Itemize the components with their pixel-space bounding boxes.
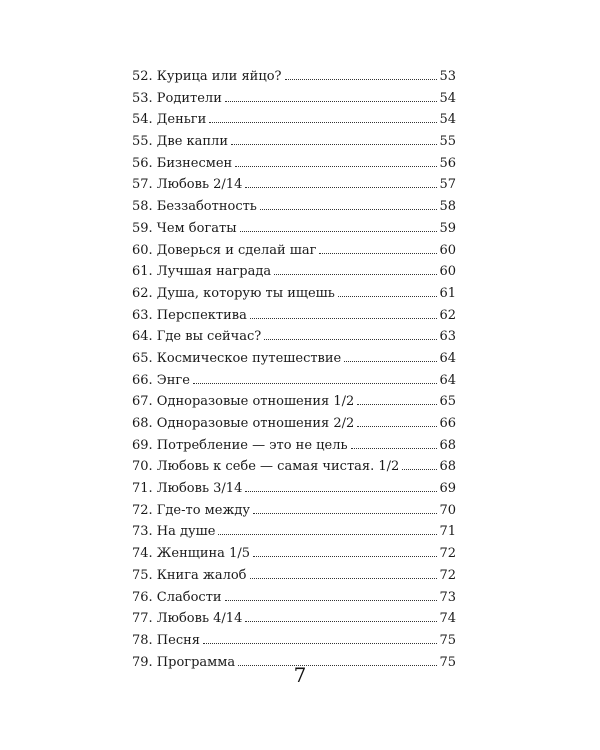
toc-entry-page: 72 (439, 546, 456, 562)
toc-entry (132, 88, 456, 110)
toc-entry-page: 59 (439, 220, 456, 236)
toc-dot-leader (193, 383, 438, 384)
toc-entry-page: 54 (439, 112, 456, 128)
toc-entry-page: 68 (439, 459, 456, 475)
toc-entry-title: 53. Родители (132, 90, 222, 106)
toc-dot-leader (351, 448, 438, 449)
toc-entry-page: 55 (439, 134, 456, 150)
toc-entry-title: 75. Книга жалоб (132, 567, 247, 583)
toc-entry-page: 73 (439, 589, 456, 605)
page-number: 7 (293, 663, 307, 687)
toc-entry (132, 218, 456, 240)
toc-entry (132, 478, 456, 500)
toc-entry-title: 77. Любовь 4/14 (132, 611, 243, 627)
toc-entry-title: 65. Космическое путешествие (132, 350, 342, 366)
toc-entry-page: 66 (439, 416, 456, 431)
toc-entry (132, 565, 456, 587)
toc-entry (132, 370, 456, 392)
toc-entry (132, 66, 456, 88)
toc-entry-title: 68. Одноразовые отношения 2/2 (132, 416, 355, 431)
toc-entry (132, 500, 456, 522)
toc-entry-title: 64. Где вы сейчас? (132, 329, 262, 345)
toc-dot-leader (357, 426, 437, 427)
toc-dot-leader (319, 253, 437, 254)
toc-dot-leader (231, 144, 437, 145)
toc-dot-leader (218, 534, 437, 535)
toc-entry-title: 55. Две капли (132, 134, 228, 150)
toc-entry-title: 63. Перспектива (132, 307, 247, 323)
toc-entry (132, 283, 456, 305)
toc-entry (132, 240, 456, 262)
toc-entry-page: 54 (439, 90, 456, 106)
toc-entry-page: 75 (439, 654, 456, 670)
toc-entry (132, 109, 456, 131)
toc-entry-page: 74 (439, 611, 456, 627)
toc-entry-page: 64 (439, 350, 456, 366)
toc-entry-title: 71. Любовь 3/14 (132, 481, 243, 497)
toc-entry-title: 56. Бизнесмен (132, 155, 233, 171)
toc-entry-page: 70 (439, 502, 456, 518)
toc-entry-page: 68 (439, 437, 456, 453)
toc-entry (132, 608, 456, 630)
toc-entry-page: 61 (439, 285, 456, 301)
toc-entry-page: 64 (439, 372, 456, 388)
toc-entry-page: 53 (439, 69, 456, 84)
toc-entry-page: 56 (439, 155, 456, 171)
toc-dot-leader (245, 621, 437, 622)
toc-entry-page: 62 (439, 307, 456, 323)
toc-entry (132, 521, 456, 543)
toc-dot-leader (250, 318, 438, 319)
toc-entry (132, 587, 456, 609)
toc-entry-title: 59. Чем богаты (132, 220, 237, 236)
toc-dot-leader (245, 187, 437, 188)
toc-entry (132, 261, 456, 283)
toc-entry (132, 326, 456, 348)
toc-dot-leader (203, 643, 437, 644)
toc-entry-title: 66. Энге (132, 372, 190, 388)
toc-entry-title: 74. Женщина 1/5 (132, 546, 250, 562)
toc-entry-page: 65 (439, 394, 456, 410)
toc-entry-title: 52. Курица или яйцо? (132, 69, 282, 84)
toc-entry-title: 67. Одноразовые отношения 1/2 (132, 394, 355, 410)
toc-entry-title: 79. Программа (132, 654, 236, 670)
table-of-contents (132, 66, 456, 673)
toc-entry (132, 174, 456, 196)
toc-entry-title: 54. Деньги (132, 112, 207, 128)
toc-entry (132, 196, 456, 218)
toc-dot-leader (274, 274, 437, 275)
toc-entry (132, 630, 456, 652)
toc-dot-leader (402, 469, 437, 470)
toc-entry-title: 61. Лучшая награда (132, 264, 272, 280)
toc-entry-page: 57 (439, 177, 456, 193)
toc-entry (132, 153, 456, 175)
toc-entry (132, 435, 456, 457)
toc-entry-page: 75 (439, 632, 456, 648)
toc-dot-leader (253, 556, 437, 557)
toc-entry (132, 456, 456, 478)
toc-dot-leader (344, 361, 437, 362)
toc-entry-title: 60. Доверься и сделай шаг (132, 242, 317, 258)
toc-entry-title: 72. Где-то между (132, 502, 251, 518)
toc-entry-page: 72 (439, 567, 456, 583)
toc-entry-page: 63 (439, 329, 456, 345)
toc-entry (132, 348, 456, 370)
toc-entry (132, 413, 456, 435)
toc-entry-page: 58 (439, 199, 456, 215)
toc-entry (132, 391, 456, 413)
toc-entry (132, 543, 456, 565)
toc-entry-title: 78. Песня (132, 632, 200, 648)
toc-dot-leader (357, 404, 437, 405)
toc-entry-title: 70. Любовь к себе — самая чистая. 1/2 (132, 459, 400, 475)
toc-dot-leader (260, 209, 438, 210)
toc-entry-title: 76. Слабости (132, 589, 222, 605)
toc-dot-leader (338, 296, 438, 297)
toc-dot-leader (225, 101, 438, 102)
toc-entry-page: 69 (439, 481, 456, 497)
toc-dot-leader (264, 339, 437, 340)
toc-dot-leader (240, 231, 438, 232)
toc-entry-title: 58. Беззаботность (132, 199, 257, 215)
toc-dot-leader (285, 79, 438, 80)
toc-entry (132, 305, 456, 327)
toc-entry-page: 60 (439, 242, 456, 258)
toc-dot-leader (253, 513, 437, 514)
toc-dot-leader (225, 600, 438, 601)
toc-entry-page: 71 (439, 524, 456, 540)
toc-entry (132, 131, 456, 153)
toc-dot-leader (245, 491, 437, 492)
toc-entry-title: 69. Потребление — это не цель (132, 437, 348, 453)
toc-dot-leader (235, 166, 437, 167)
toc-entry-title: 73. На душе (132, 524, 216, 540)
toc-dot-leader (209, 122, 437, 123)
toc-dot-leader (250, 578, 438, 579)
toc-entry-page: 60 (439, 264, 456, 280)
toc-entry-title: 62. Душа, которую ты ищешь (132, 285, 335, 301)
toc-entry-title: 57. Любовь 2/14 (132, 177, 243, 193)
